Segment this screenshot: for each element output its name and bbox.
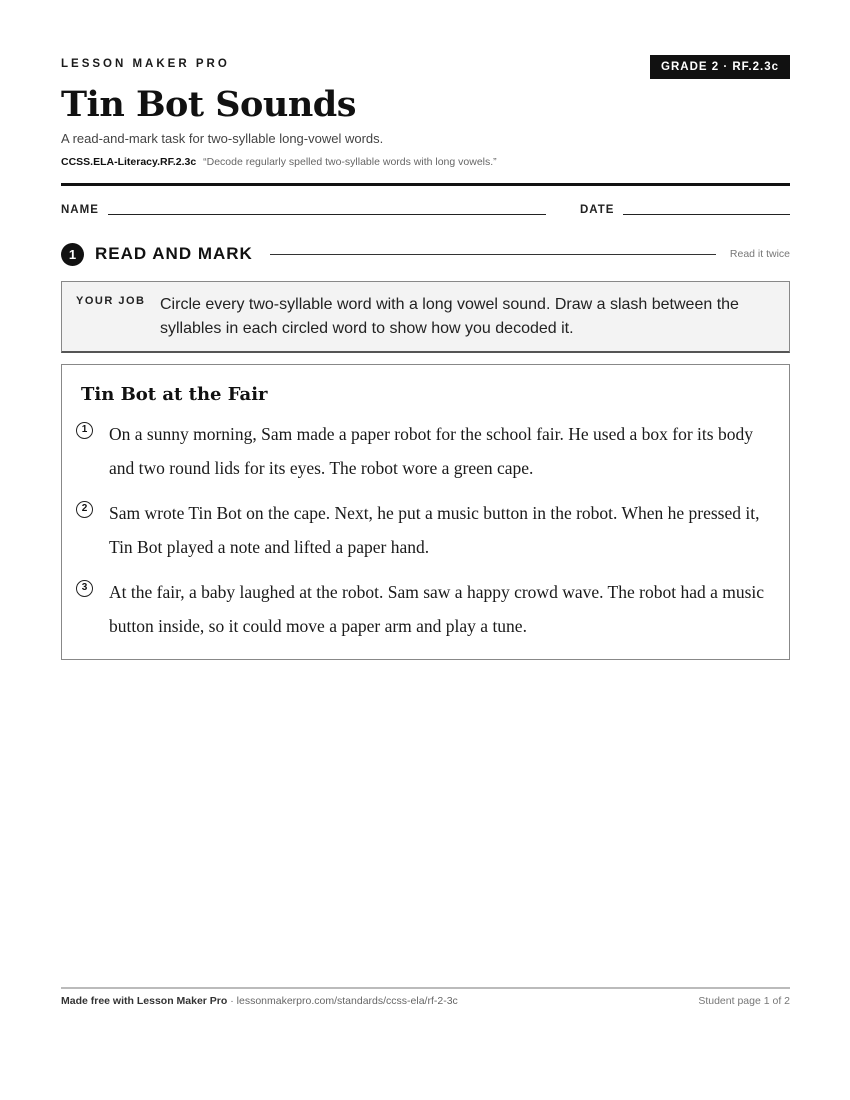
story-title: Tin Bot at the Fair	[81, 384, 268, 405]
page-title: Tin Bot Sounds	[61, 84, 356, 125]
grade-badge: GRADE 2 · RF.2.3c	[650, 55, 790, 79]
standard-line	[61, 156, 497, 168]
paragraph-number: 1	[76, 422, 93, 439]
paragraph-text: On a sunny morning, Sam made a paper robot for the school fair. He used a box for its body and two round lids for its eyes. The robot wore a green cape.	[109, 424, 753, 478]
standard-quote: “Decode regularly spelled two-syllable words with long vowels.”	[203, 156, 497, 168]
brand-name: LESSON MAKER PRO	[61, 58, 230, 70]
paragraph-text: At the fair, a baby laughed at the robot. Sam saw a happy crowd wave. The robot had a music button inside, so it could move a paper arm and play a tune.	[109, 582, 765, 636]
story-box	[61, 364, 790, 660]
section-number-badge: 1	[61, 243, 84, 266]
footer-maker: Made free with Lesson Maker Pro	[61, 995, 228, 1007]
date-field[interactable]	[623, 214, 790, 215]
section-note: Read it twice	[729, 248, 790, 260]
name-field[interactable]	[108, 214, 546, 215]
footer-url: · lessonmakerpro.com/standards/ccss-ela/rf-2-3c	[227, 995, 458, 1007]
page-indicator: Student page 1 of 2	[698, 995, 790, 1007]
date-label: DATE	[580, 204, 615, 216]
footer-credit	[61, 995, 458, 1007]
standard-code: CCSS.ELA-Literacy.RF.2.3c	[61, 156, 197, 168]
worksheet-page	[61, 0, 790, 1100]
name-label: NAME	[61, 204, 99, 216]
section-title: READ AND MARK	[95, 244, 253, 263]
footer-divider	[61, 987, 790, 989]
instructions-text: Circle every two-syllable word with a long vowel sound. Draw a slash between the syllables in each circled word to show how you decoded it.	[160, 296, 739, 337]
paragraph-number: 3	[76, 580, 93, 597]
instructions-label: YOUR JOB	[76, 295, 146, 307]
paragraph-text: Sam wrote Tin Bot on the cape. Next, he put a music button in the robot. When he pressed it, Tin Bot played a note and lifted a paper hand.	[109, 503, 760, 557]
instructions-box	[61, 281, 790, 353]
section-divider	[270, 254, 716, 255]
page-subtitle: A read-and-mark task for two-syllable long-vowel words.	[61, 131, 384, 146]
header-divider	[61, 183, 790, 186]
paragraph-number: 2	[76, 501, 93, 518]
